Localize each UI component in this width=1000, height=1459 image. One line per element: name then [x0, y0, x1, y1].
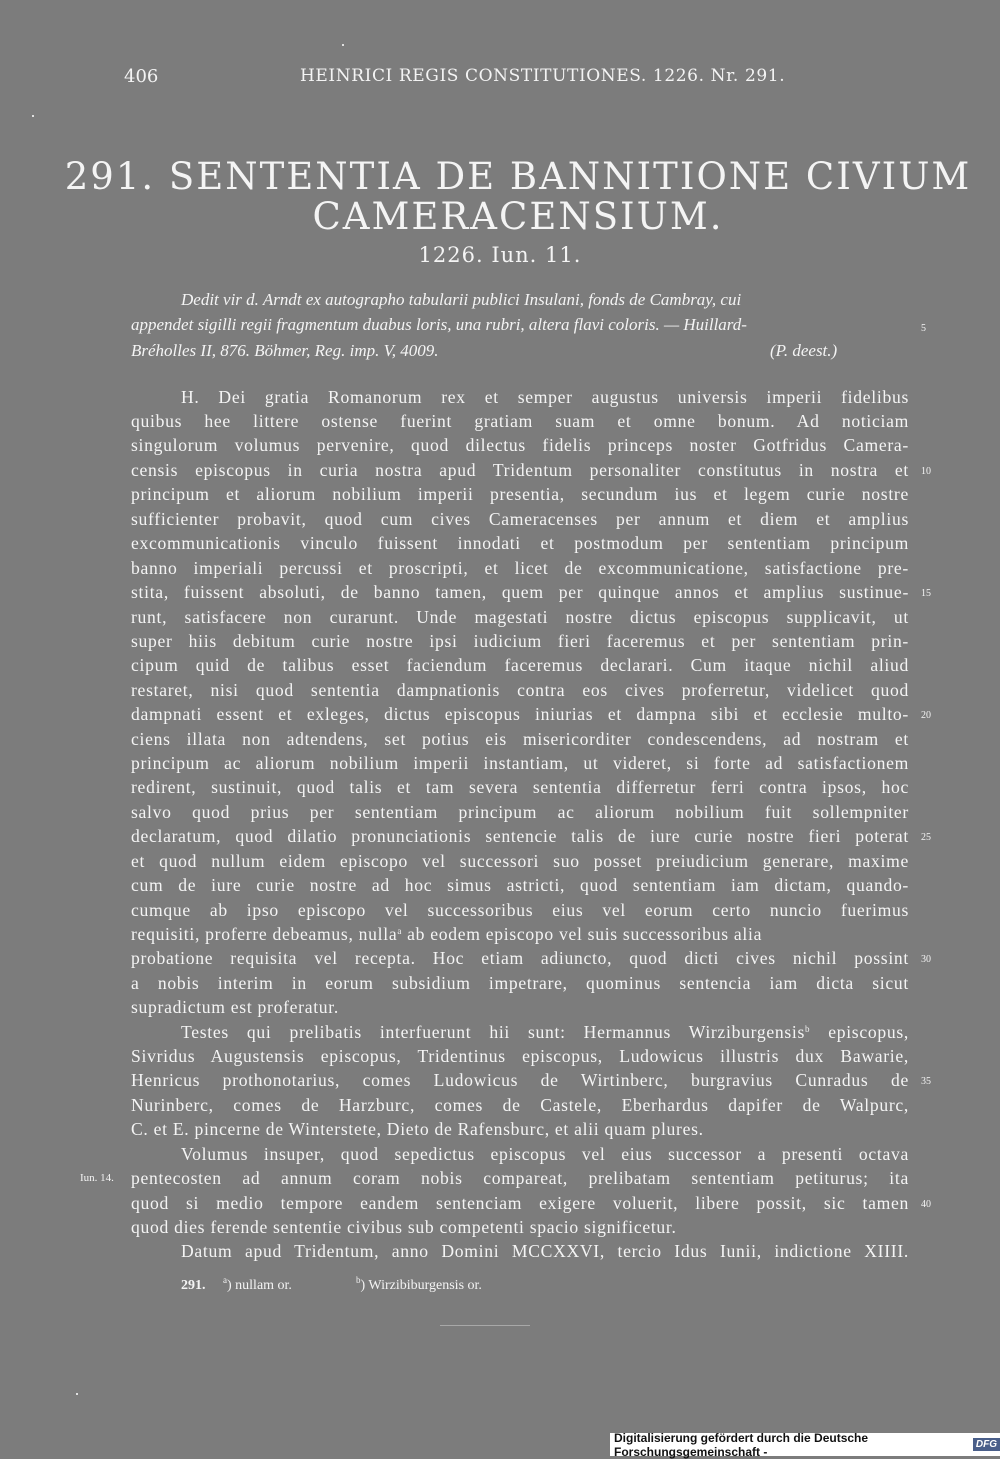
footnote-mark-b: b [805, 1024, 811, 1034]
body-line: censis episcopus in curia nostra apud Tridentum personaliter constitutus in nostra et [131, 460, 909, 480]
body-text: requisiti, proferre debeamus, nulla [131, 924, 398, 944]
body-line: quibus hee littere ostense fuerint gratiam suam et omne bonum. Ad noticiam [131, 411, 909, 431]
body-line [131, 924, 909, 945]
body-line: Nurinberc, comes de Harzburc, comes de Castele, Eberhardus dapifer de Walpurc, [131, 1095, 909, 1115]
document-title-line2: CAMERACENSIUM. [312, 195, 724, 238]
body-line: cum de iure curie nostre ad hoc simus astricti, quod sententiam iam dictam, quando- [131, 875, 909, 895]
body-line: Henricus prothonotarius, comes Ludowicus de Wirtinberc, burgravius Cunradus de [131, 1070, 909, 1090]
body-line: stita, fuissent absoluti, de banno tamen, quem per quinque annos et amplius sustinue- [131, 582, 909, 602]
body-line: probatione requisita vel recepta. Hoc etiam adiuncto, quod dicti cives nichil possint [131, 948, 909, 968]
body-line: Sivridus Augustensis episcopus, Tridentinus episcopus, Ludowicus illustris dux Bawarie, [131, 1046, 909, 1066]
scan-smudge [440, 1325, 530, 1326]
body-text: episcopus, [810, 1022, 909, 1042]
body-text: ab eodem episcopo vel suis successoribus alia [402, 924, 763, 944]
footnote-label: 291. [181, 1278, 206, 1293]
body-line [181, 1022, 909, 1043]
margin-date-note: Iun. 14. [80, 1172, 114, 1184]
body-line: cumque ab ipso episcopo vel successoribus eius vel eorum certo nuncio fuerimus [131, 900, 909, 920]
body-line: runt, satisfacere non curarunt. Unde magestati nostre dictus episcopus supplicavit, ut [131, 607, 909, 627]
line-number: 20 [921, 710, 931, 721]
body-line: et quod nullum eidem episcopo vel successori suo posset preiudicium generare, maxime [131, 851, 909, 871]
footnote-b-mark: b [356, 1275, 361, 1285]
body-line: excommunicationis vinculo fuissent innodati et postmodum per sententiam principum [131, 533, 909, 553]
body-line: super hiis debitum curie nostre ipsi iudicium fieri faceremus et per sententiam prin- [131, 631, 909, 651]
body-line: a nobis interim in eorum subsidium impetrare, quominus sentencia iam dicta sicut [131, 973, 909, 993]
body-line: quod si medio tempore eandem sentenciam exigere voluerit, libere possit, sic tamen [131, 1193, 909, 1213]
source-note-line: Dedit vir d. Arndt ex autographo tabularii publici Insulani, fonds de Cambray, cui [181, 290, 742, 309]
body-line: C. et E. pincerne de Winterstete, Dieto de Rafensburc, et alii quam plures. [131, 1119, 704, 1139]
source-note-deest: (P. deest.) [770, 341, 838, 360]
running-title: HEINRICI REGIS CONSTITUTIONES. 1226. Nr. 291. [300, 66, 786, 86]
digitization-credit-bar [610, 1430, 1000, 1459]
body-line: restaret, nisi quod sententia dampnationis contra eos cives proferretur, videlicet quod [131, 680, 909, 700]
line-number: 10 [921, 466, 931, 477]
line-number: 40 [921, 1199, 931, 1210]
body-line: singulorum volumus pervenire, quod dilectus fidelis princeps noster Gotfridus Camera- [131, 435, 909, 455]
body-line: sufficienter probavit, quod cum cives Cameracenses per annum et diem et amplius [131, 509, 909, 529]
footnote-a [223, 1275, 292, 1294]
body-line: Datum apud Tridentum, anno Domini MCCXXVI, tercio Idus Iunii, indictione XIIII. [181, 1241, 909, 1261]
footnote-b [356, 1275, 482, 1294]
body-line: dampnati essent et exleges, dictus episcopus iniurias et dampna sibi et ecclesie multo- [131, 704, 909, 724]
dfg-logo: DFG [973, 1438, 1000, 1451]
page-number: 406 [124, 66, 159, 87]
digitization-credit-text: Digitalisierung gefördert durch die Deutsche Forschungsgemeinschaft - [614, 1430, 869, 1459]
line-number: 25 [921, 832, 931, 843]
body-line: salvo quod prius per sententiam principum ac aliorum nobilium fuit sollempniter [131, 802, 909, 822]
body-line: supradictum est proferatur. [131, 997, 339, 1017]
scan-speck [342, 44, 344, 46]
body-line: redirent, sustinuit, quod talis et tam severa sententia differretur ferri contra ipsos, hoc [131, 777, 909, 797]
body-line: quod dies ferende sententie civibus sub competenti spacio significetur. [131, 1217, 677, 1237]
body-text: Testes qui prelibatis interfuerunt hii sunt: Hermannus Wirziburgensis [181, 1022, 806, 1042]
line-number: 15 [921, 588, 931, 599]
line-number: 35 [921, 1076, 931, 1087]
body-line: declaratum, quod dilatio pronunciationis sentencie talis de iure curie nostre fieri poterat [131, 826, 909, 846]
body-line: Volumus insuper, quod sepedictus episcopus vel eius successor a presenti octava [181, 1144, 909, 1164]
line-number: 5 [921, 323, 926, 334]
body-line: H. Dei gratia Romanorum rex et semper augustus universis imperii fidelibus [181, 387, 909, 407]
body-line: pentecosten ad annum coram nobis compareat, prelibatam sententiam petiturus; ita [131, 1168, 909, 1188]
footnote-a-text: ) nullam or. [227, 1278, 292, 1293]
body-line: principum et aliorum nobilium imperii presentia, secundum ius et legem curie nostre [131, 484, 909, 504]
body-line: banno imperiali percussi et proscripti, et licet de excommunicatione, satisfactione pre- [131, 558, 909, 578]
scan-speck [76, 1393, 78, 1395]
body-line: cipum quid de talibus esset faciendum faceremus declarari. Cum itaque nichil aliud [131, 655, 909, 675]
footnote-mark-a: a [397, 926, 403, 936]
source-note-line: Bréholles II, 876. Böhmer, Reg. imp. V, 4009. [131, 341, 439, 360]
source-note-line: appendet sigilli regii fragmentum duabus loris, una rubri, altera flavi coloris. — Huillard- [131, 315, 747, 334]
footnote-b-text: ) Wirzibiburgensis or. [360, 1278, 482, 1293]
body-line: ciens illata non adtendens, set potius eis misericorditer condescendens, ad nostram et [131, 729, 909, 749]
line-number: 30 [921, 954, 931, 965]
document-title-line1: 291. SENTENTIA DE BANNITIONE CIVIUM [64, 155, 972, 198]
scan-speck [32, 115, 34, 117]
body-line: principum ac aliorum nobilium imperii instantiam, ut videret, si forte ad satisfactionem [131, 753, 909, 773]
document-date: 1226. Iun. 11. [418, 243, 582, 267]
footnote-a-mark: a [223, 1275, 227, 1285]
